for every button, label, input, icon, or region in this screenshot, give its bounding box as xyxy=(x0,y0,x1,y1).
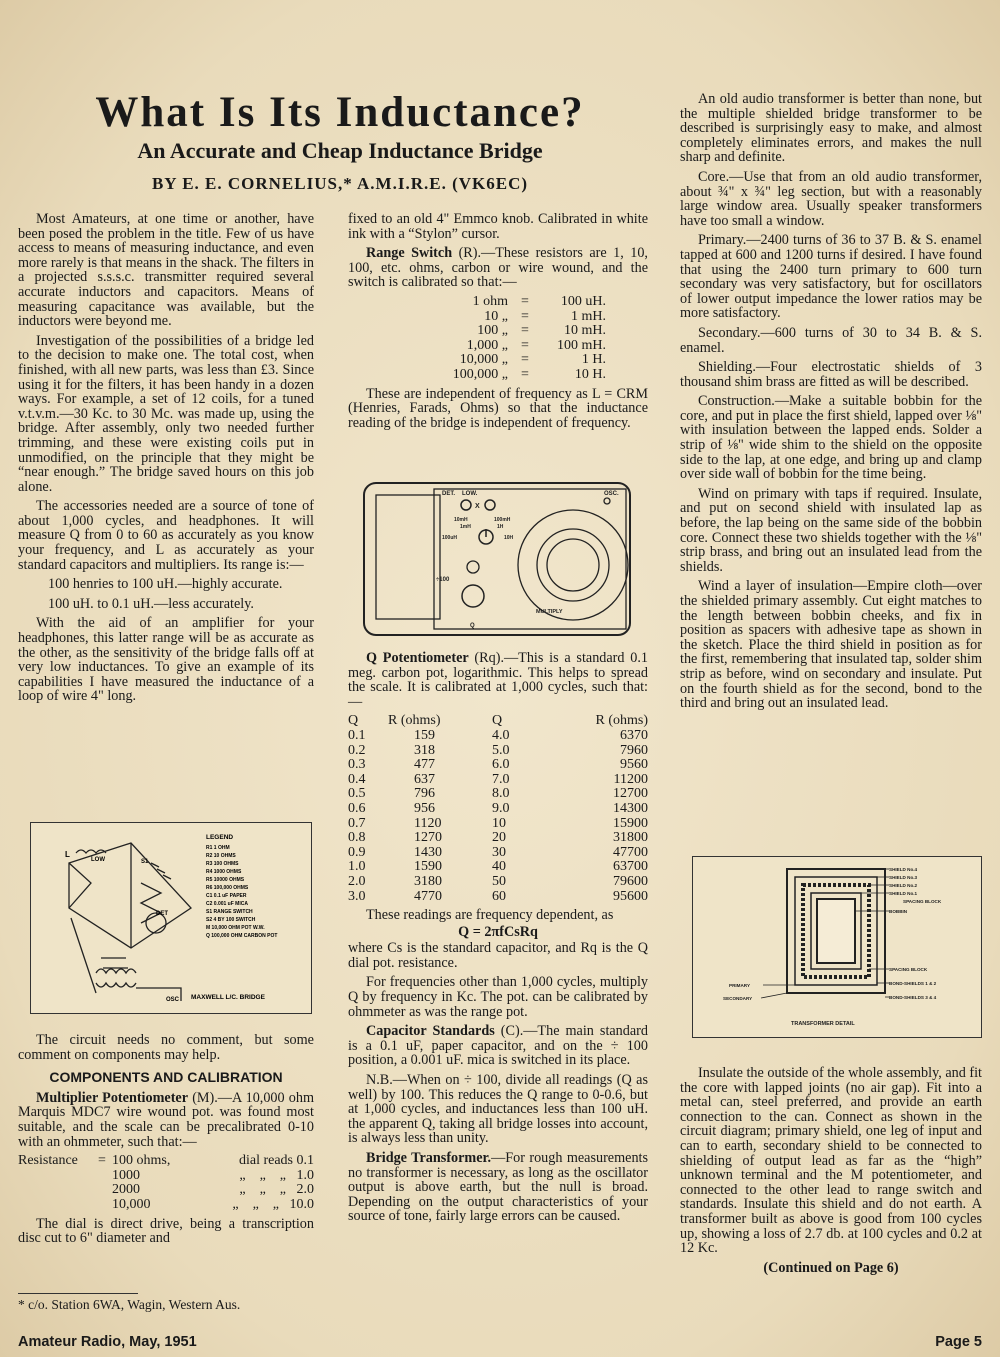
label-l: L xyxy=(65,850,70,859)
label-osc: OSC xyxy=(166,997,180,1003)
panel-label-q: Q xyxy=(470,623,475,629)
table-cell: 95600 xyxy=(613,888,648,904)
paragraph-text: (R).—These resistors are 1, 10, 100, etc. ohms, carbon or wire wound, and the switch is calibrated so that:— xyxy=(348,245,648,291)
legend-title: LEGEND xyxy=(206,834,234,841)
table-cell: 956 xyxy=(414,800,435,816)
paragraph-text: (Rq).—This is a standard 0.1 meg. carbon pot, logarithmic. This helps to spread the scale. It is calibrated at 1,000 cycles, such that:— xyxy=(348,650,648,710)
table-row xyxy=(348,875,648,890)
panel-label-100mh: 100mH xyxy=(494,517,511,523)
legend-item: M 10,000 OHM POT W.W. xyxy=(206,925,265,931)
table-row xyxy=(348,773,648,788)
table-cell: 1430 xyxy=(414,844,442,860)
table-row xyxy=(18,1169,314,1184)
panel-label-multiply: MULTIPLY xyxy=(536,609,563,615)
table-cell: 63700 xyxy=(613,859,648,875)
table-cell: 0.5 xyxy=(348,786,366,802)
transformer-label: SHIELD No.1 xyxy=(889,891,918,896)
table-cell: 1120 xyxy=(414,815,442,831)
table-cell: 3.0 xyxy=(348,888,366,904)
table-cell: 79600 xyxy=(613,873,648,889)
legend-item: R3 100 OHMS xyxy=(206,861,239,867)
transformer-label: SHIELD No.4 xyxy=(889,867,918,872)
table-cell: 100 ohms, xyxy=(112,1153,171,1169)
table-row xyxy=(348,802,648,817)
table-cell: 40 xyxy=(492,859,506,875)
table-cell: 4770 xyxy=(414,888,442,904)
transformer-label: SPACING BLOCK xyxy=(903,899,942,904)
table-cell: 3180 xyxy=(414,873,442,889)
paragraph: Primary.—2400 turns of 36 to 37 B. & S. enamel tapped at 600 and 1200 turns if desired. I have found that using the 2400 turn primary to 600 turn secondary was very satisfactory, but for oscillators of lower output impedance the lower ratios may be more satisfactory. xyxy=(680,232,982,322)
subheading: Capacitor Standards xyxy=(366,1023,495,1040)
section-heading: COMPONENTS AND CALIBRATION xyxy=(49,1069,283,1086)
paragraph: N.B.—When on ÷ 100, divide all readings (Q as well) by 100. This reduces the Q range to 0-0.6, but at 1,000 cycles, and inductances less than 100 uH. the apparent Q, taking all bridge losses into account, is always less than unity. xyxy=(348,1072,648,1147)
column-1-bottom xyxy=(18,1033,314,1251)
table-cell: 14300 xyxy=(613,800,648,816)
table-cell: 10 xyxy=(492,815,506,831)
table-header: R (ohms) xyxy=(388,713,441,729)
column-3-bottom xyxy=(680,1066,982,1275)
paragraph: Wind on primary with taps if required. Insulate, and put on second shield with insulated lap as before, the lap being on the same side of the bobbin core. Connect these two shields together with the ⅛" strip brass, and bring out an insulated lead from the shields. xyxy=(680,485,982,575)
paragraph-text: (M).—A 10,000 ohm Marquis MDC7 wire wound pot. was found most suitable, and the scale can be precalibrated 0-10 with an ohmmeter, such that:— xyxy=(18,1089,314,1150)
table-cell: 0.3 xyxy=(348,757,366,773)
table-cell: dial reads 0.1 xyxy=(238,1153,314,1169)
table-cell: 796 xyxy=(414,786,435,802)
paragraph-text: (C).—The main standard is a 0.1 uF, paper capacitor, and on the ÷ 100 position, a 0.001 uF. mica is switched in its place. xyxy=(348,1023,648,1069)
table-row: 100 „ = 10 mH. xyxy=(477,323,606,339)
transformer-label: BOBBIN xyxy=(889,909,908,914)
panel-label-osc: OSC. xyxy=(604,491,619,497)
legend-item: R5 10000 OHMS xyxy=(206,877,245,883)
transformer-label-left: SECONDARY xyxy=(723,996,753,1001)
table-cell: 9.0 xyxy=(492,800,510,816)
table-cell: 30 xyxy=(492,844,506,860)
footer-page-number: Page 5 xyxy=(935,1334,982,1350)
transformer-label: SHIELD No.2 xyxy=(889,883,918,888)
panel-label-10h: 10H xyxy=(504,535,514,541)
table-row xyxy=(348,744,648,759)
table-cell: = xyxy=(98,1153,106,1169)
article-subtitle: An Accurate and Cheap Inductance Bridge xyxy=(137,138,543,163)
formula: Q = 2πfCsRq xyxy=(458,923,538,940)
panel-label-low: LOW. xyxy=(462,491,478,497)
paragraph: With the aid of an amplifier for your headphones, this latter range will be as accurate as the other, as the sensitivity of the bridge falls off at very low inductances. To give an example of its capabilities I have measured the inductance of a loop of wire 4" long. xyxy=(18,615,314,705)
table-cell: „ „ „ 2.0 xyxy=(239,1182,314,1198)
bridge-circuit-figure xyxy=(30,822,312,1014)
table-cell: 2.0 xyxy=(348,873,366,889)
table-cell: 0.7 xyxy=(348,815,366,831)
front-panel-diagram xyxy=(362,481,634,639)
legend-item: C2 0.001 uF MICA xyxy=(206,901,248,907)
table-row xyxy=(348,890,648,905)
footer-publication: Amateur Radio, May, 1951 xyxy=(18,1334,197,1350)
table-cell: 50 xyxy=(492,873,506,889)
table-row: 1,000 „ = 100 mH. xyxy=(466,337,606,353)
subheading: Range Switch xyxy=(366,245,453,262)
panel-label-div100: ÷100 xyxy=(436,577,450,583)
subheading: Bridge Transformer. xyxy=(366,1150,492,1166)
transformer-diagram xyxy=(693,857,981,1037)
circuit-diagram xyxy=(31,823,311,1013)
table-cell: 8.0 xyxy=(492,786,510,802)
table-row: 10 „ = 1 mH. xyxy=(484,308,606,324)
panel-label-1h: 1H xyxy=(497,524,504,530)
article-title: What Is Its Inductance? xyxy=(95,89,585,136)
column-3-top xyxy=(680,92,982,716)
table-cell: 0.6 xyxy=(348,800,366,816)
legend-item: S2 4 BY 100 SWITCH xyxy=(206,917,256,923)
subheading: Multiplier Potentiometer xyxy=(36,1089,189,1106)
table-row xyxy=(348,758,648,773)
table-header: R (ohms) xyxy=(595,713,648,729)
paragraph-text: —For rough measurements no transformer is necessary, as long as the oscillator output is above earth, but the null is broad. Depending on the output characteristics of your source of tone, fairly large errors can be caused. xyxy=(348,1150,648,1225)
table-cell: 60 xyxy=(492,888,506,904)
paragraph: These readings are frequency dependent, as xyxy=(366,907,614,924)
legend-item: R6 100,000 OHMS xyxy=(206,885,249,891)
paragraph: The circuit needs no comment, but some comment on components may help. xyxy=(18,1032,314,1063)
paragraph: Secondary.—600 turns of 30 to 34 B. & S. enamel. xyxy=(680,324,982,356)
label-det: DET xyxy=(156,911,168,917)
q-calibration-table xyxy=(348,714,648,904)
table-cell: 159 xyxy=(414,727,435,743)
paragraph: An old audio transformer is better than none, but the multiple shielded bridge transformer to be described is surprisingly easy to make, and almost completely eliminates errors, and makes the null sharp and definite. xyxy=(680,91,982,166)
q-table-body xyxy=(348,729,648,904)
transformer-label: BOND-SHIELDS 3 & 4 xyxy=(889,995,937,1000)
panel-label-det: DET. xyxy=(442,491,456,497)
table-cell: 0.1 xyxy=(348,727,366,743)
transformer-detail-figure xyxy=(692,856,982,1038)
table-row xyxy=(348,729,648,744)
table-row xyxy=(348,860,648,875)
legend-item: R4 1000 OHMS xyxy=(206,869,242,875)
table-cell: Resistance xyxy=(18,1153,78,1169)
table-row: 10,000 „ = 1 H. xyxy=(459,352,606,368)
paragraph: Most Amateurs, at one time or another, have been posed the problem in the title. Few of us have access to means of measuring inductance, and even more rarely is that means in the shack. The filters in a projected s.s.s.c. transmitter required several accurate inductors and capacitors. Means of measuring capacitance was available, but the inductors were beyond me. xyxy=(18,211,314,330)
transformer-label-left: PRIMARY xyxy=(729,983,751,988)
table-cell: 1270 xyxy=(414,830,442,846)
table-row xyxy=(348,846,648,861)
table-row xyxy=(18,1154,314,1169)
table-header: Q xyxy=(348,713,359,729)
label-low: LOW xyxy=(91,857,105,863)
legend-item: C1 0.1 uF PAPER xyxy=(206,893,247,899)
paragraph: The dial is direct drive, being a transcription disc cut to 6" diameter and xyxy=(18,1215,314,1247)
subheading: Q Potentiometer xyxy=(366,650,469,666)
table-row xyxy=(18,1183,314,1198)
continued-note: (Continued on Page 6) xyxy=(763,1259,899,1276)
paragraph: where Cs is the standard capacitor, and Rq is the Q dial pot. resistance. xyxy=(348,940,648,971)
table-cell: 0.8 xyxy=(348,830,366,846)
table-cell: 15900 xyxy=(613,815,648,831)
paragraph: Investigation of the possibilities of a bridge led to the decision to make one. The total cost, when finished, with all new parts, was less than £3. Since using it for the filters, it has been handy in a dozen ways. For example, a set of 12 coils, for a tuned v.t.v.m.—30 Kc. to 30 Mc. was made up, using the bridge. After assembly, only two needed further trimming, and these were existing coils put in unmodified, on the principle that they might be “near enough.” The bridge saved hours on this job alone. xyxy=(18,332,314,495)
paragraph: fixed to an old 4" Emmco knob. Calibrated in white ink with a “Stylon” cursor. xyxy=(348,211,648,242)
panel-label-x: X xyxy=(475,503,480,510)
legend-item: R1 1 OHM xyxy=(206,845,230,851)
table-row xyxy=(348,787,648,802)
paragraph: Insulate the outside of the whole assembly, and fit the core with lapped joints (no air gap). Fit into a metal can, steel preferred, and provide an earth connection to the can. Connect as shown in the circuit diagram; primary shield, one leg of input and can to earth, secondary shield to be connected to shielding of output lead as far as the “high” unknown terminal and the M potentiometer, and connected to the other lead to range switch and standards. Insulate this shield and do not earth. A transformer built as above is good from 100 cycles up, showing a loss of 2.7 db. at 100 cycles and 0.2 at 12 Kc. xyxy=(680,1065,982,1257)
table-cell: 5.0 xyxy=(492,742,510,758)
table-row xyxy=(348,817,648,832)
table-cell: 1590 xyxy=(414,859,442,875)
table-cell: 31800 xyxy=(613,830,648,846)
legend-item: R2 10 OHMS xyxy=(206,853,236,859)
resistance-table xyxy=(18,1154,314,1212)
range-line: 100 henries to 100 uH.—highly accurate. xyxy=(48,576,283,593)
range-switch-table xyxy=(416,295,606,383)
legend-item: Q 100,000 OHM CARBON POT xyxy=(206,933,278,939)
table-cell: 0.2 xyxy=(348,742,366,758)
footnote: * c/o. Station 6WA, Wagin, Western Aus. xyxy=(18,1297,241,1312)
table-cell: „ „ „ 10.0 xyxy=(232,1196,314,1212)
table-cell: 12700 xyxy=(613,786,648,802)
table-cell: 1.0 xyxy=(348,859,366,875)
table-cell: 6.0 xyxy=(492,757,510,773)
range-line: 100 uH. to 0.1 uH.—less accurately. xyxy=(48,595,254,612)
transformer-label: SHIELD No.3 xyxy=(889,875,918,880)
paragraph: The accessories needed are a source of tone of about 1,000 cycles, and headphones. It will measure Q from 0 to 60 as accurately as you know your frequency, and L as accurately as your standard capacitors and multipliers. Its range is:— xyxy=(18,498,314,573)
column-1-top xyxy=(18,212,314,709)
table-cell: 4.0 xyxy=(492,727,510,743)
transformer-label: SPACING BLOCK xyxy=(889,967,928,972)
transformer-caption: TRANSFORMER DETAIL xyxy=(791,1021,855,1027)
table-cell: 0.4 xyxy=(348,771,366,787)
panel-label-10mh: 10mH xyxy=(454,517,468,523)
panel-label-1mh: 1mH xyxy=(460,524,471,530)
table-cell: 2000 xyxy=(112,1182,140,1198)
table-cell: 11200 xyxy=(613,771,648,787)
paragraph: For frequencies other than 1,000 cycles, multiply Q by frequency in Kc. The pot. can be calibrated by ohmmeter as was the range pot. xyxy=(348,974,648,1020)
table-cell: 318 xyxy=(414,742,435,758)
table-cell: 477 xyxy=(414,757,435,773)
table-row xyxy=(348,831,648,846)
transformer-label: BOND-SHIELDS 1 & 2 xyxy=(889,981,937,986)
panel-layout-figure xyxy=(362,481,634,639)
table-row xyxy=(348,714,648,729)
paragraph: Shielding.—Four electrostatic shields of 3 thousand shim brass are fitted as will be described. xyxy=(680,359,982,390)
table-cell: 10,000 xyxy=(112,1196,151,1212)
table-cell: 1000 xyxy=(112,1167,140,1183)
table-cell: 9560 xyxy=(620,757,648,773)
legend-item: S1 RANGE SWITCH xyxy=(206,909,253,915)
table-cell: 0.9 xyxy=(348,844,366,860)
table-cell: „ „ „ 1.0 xyxy=(239,1167,314,1183)
label-s1: S1 xyxy=(141,859,149,865)
paragraph: Construction.—Make a suitable bobbin for the core, and put in place the first shield, lapped over ⅛" with insulation between the lapped ends. Solder a strip of ⅛" wide shim to the shield on the opposite side to the lap, at one edge, and bring up and clamp over side wall of bobbin for the time being. xyxy=(680,393,982,483)
table-cell: 7.0 xyxy=(492,771,510,787)
column-2-top xyxy=(348,212,648,435)
paragraph: Wind a layer of insulation—Empire cloth—over the shielded primary assembly. Cut eight matches to the length between bobbin cheeks, and fix in position as spacers with adhesive tape as shown in the sketch. Place the third shield in position as for the first, remembering that insulated tap, solder shim strip as before, wind on secondary and insulate. Put on the fourth shield as for the second, bond to the third and bring out an insulated lead. xyxy=(680,578,982,712)
table-cell: 7960 xyxy=(620,742,648,758)
table-cell: 637 xyxy=(414,771,435,787)
table-row xyxy=(18,1198,314,1213)
paragraph: These are independent of frequency as L = CRM (Henries, Farads, Ohms) so that the inductance reading of the bridge is independent of frequency. xyxy=(348,385,648,431)
footnote-rule xyxy=(18,1293,138,1294)
article-byline: BY E. E. CORNELIUS,* A.M.I.R.E. (VK6EC) xyxy=(151,174,529,193)
table-cell: 47700 xyxy=(613,844,648,860)
table-cell: 6370 xyxy=(620,727,648,743)
table-row: 100,000 „ = 10 H. xyxy=(452,366,606,382)
table-cell: 20 xyxy=(492,830,506,846)
column-2-bottom xyxy=(348,651,648,1229)
table-row: 1 ohm = 100 uH. xyxy=(472,293,606,309)
paragraph: Core.—Use that from an old audio transformer, about ¾" x ¾" leg section, but with a reasonably large window area. Usually speaker transformers have too small a window. xyxy=(680,168,982,229)
circuit-caption: MAXWELL L/C. BRIDGE xyxy=(191,994,265,1001)
table-header: Q xyxy=(492,713,503,729)
panel-label-100uh: 100uH xyxy=(442,535,458,541)
